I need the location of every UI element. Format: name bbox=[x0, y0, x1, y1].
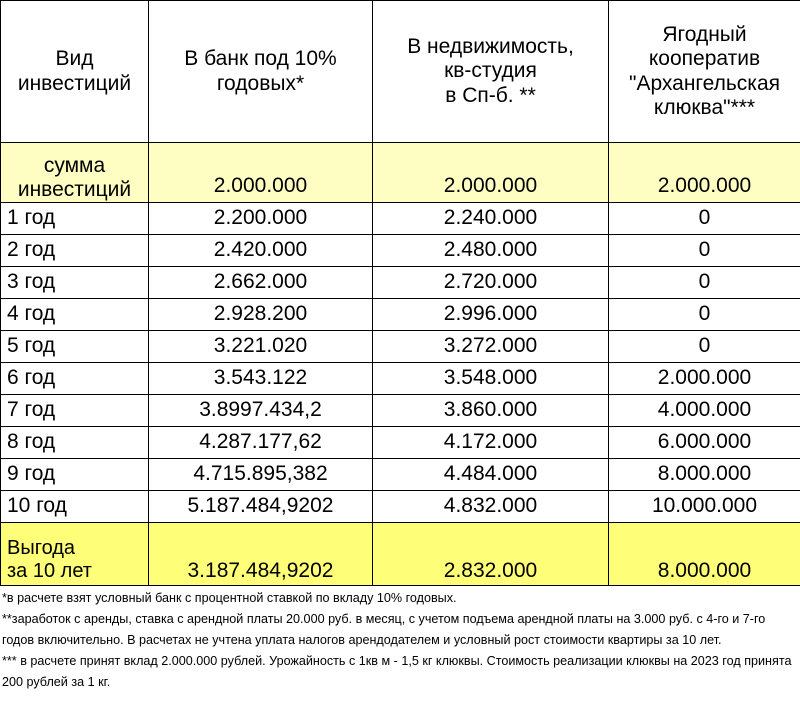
coop-value: 0 bbox=[609, 267, 800, 299]
bank-value: 3.221.020 bbox=[149, 331, 373, 363]
footnote-bank: *в расчете взят условный банк с процентной ставкой по вкладу 10% годовых. bbox=[2, 591, 457, 605]
realty-value: 3.548.000 bbox=[373, 363, 609, 395]
year-label: 7 год bbox=[1, 395, 149, 427]
coop-value: 8.000.000 bbox=[609, 459, 800, 491]
footnote-realty: **заработок с аренды, ставка с арендной платы 20.000 руб. в месяц, с учетом подъема арендной платы на 3.000 руб. с 4-го и 7-го годов включительно. В расчетах не учтена уплата налогов арендодателем и условный рост стоимости квартиры за 10 лет. bbox=[2, 612, 766, 647]
coop-value: 0 bbox=[609, 299, 800, 331]
realty-value: 4.484.000 bbox=[373, 459, 609, 491]
realty-value: 2.480.000 bbox=[373, 235, 609, 267]
header-bank: В банк под 10% годовых* bbox=[149, 1, 373, 143]
gain-coop: 8.000.000 bbox=[609, 523, 800, 586]
table-row bbox=[1, 395, 800, 427]
header-realty-line3: в Сп-б. ** bbox=[445, 83, 536, 107]
coop-value: 4.000.000 bbox=[609, 395, 800, 427]
bank-value: 5.187.484,9202 bbox=[149, 491, 373, 523]
gain-label-line1: Выгода bbox=[7, 537, 76, 559]
coop-value: 2.000.000 bbox=[609, 363, 800, 395]
footnotes bbox=[0, 588, 800, 693]
gain-realty: 2.832.000 bbox=[373, 523, 609, 586]
realty-value: 2.240.000 bbox=[373, 203, 609, 235]
sum-coop: 2.000.000 bbox=[609, 143, 800, 203]
coop-value: 0 bbox=[609, 235, 800, 267]
bank-value: 4.287.177,62 bbox=[149, 427, 373, 459]
header-realty-line1: В недвижимость, bbox=[407, 35, 574, 59]
sum-label-line1: сумма bbox=[43, 153, 106, 177]
bank-value: 2.420.000 bbox=[149, 235, 373, 267]
gain-label bbox=[1, 523, 149, 586]
table-row bbox=[1, 427, 800, 459]
year-label: 2 год bbox=[1, 235, 149, 267]
year-label: 1 год bbox=[1, 203, 149, 235]
year-label: 5 год bbox=[1, 331, 149, 363]
year-label: 8 год bbox=[1, 427, 149, 459]
realty-value: 2.996.000 bbox=[373, 299, 609, 331]
bank-value: 4.715.895,382 bbox=[149, 459, 373, 491]
table-row bbox=[1, 459, 800, 491]
table-header-row bbox=[1, 1, 800, 143]
realty-value: 3.272.000 bbox=[373, 331, 609, 363]
sum-bank: 2.000.000 bbox=[149, 143, 373, 203]
table-row bbox=[1, 267, 800, 299]
year-label: 10 год bbox=[1, 491, 149, 523]
header-coop: Ягодный кооператив "Архангельская клюква"*** bbox=[609, 1, 800, 143]
bank-value: 2.928.200 bbox=[149, 299, 373, 331]
bank-value: 2.662.000 bbox=[149, 267, 373, 299]
year-label: 6 год bbox=[1, 363, 149, 395]
footnote-coop: *** в расчете принят вклад 2.000.000 рублей. Урожайность с 1кв м - 1,5 кг клюквы. Стоимость реализации клюквы на 2023 год принята 200 рублей за 1 кг. bbox=[2, 654, 792, 689]
realty-value: 3.860.000 bbox=[373, 395, 609, 427]
coop-value: 0 bbox=[609, 203, 800, 235]
realty-value: 4.172.000 bbox=[373, 427, 609, 459]
coop-value: 0 bbox=[609, 331, 800, 363]
gain-row bbox=[1, 523, 800, 586]
table-row bbox=[1, 491, 800, 523]
year-label: 3 год bbox=[1, 267, 149, 299]
table-row bbox=[1, 363, 800, 395]
bank-value: 2.200.000 bbox=[149, 203, 373, 235]
sum-label bbox=[1, 143, 149, 203]
gain-bank: 3.187.484,9202 bbox=[149, 523, 373, 586]
coop-value: 6.000.000 bbox=[609, 427, 800, 459]
realty-value: 2.720.000 bbox=[373, 267, 609, 299]
header-realty bbox=[373, 1, 609, 143]
sum-label-line2: инвестиций bbox=[17, 177, 132, 201]
table-row bbox=[1, 235, 800, 267]
header-realty-line2: кв-студия bbox=[444, 59, 537, 83]
gain-label-line2: за 10 лет bbox=[7, 560, 92, 582]
investment-sum-row bbox=[1, 143, 800, 203]
coop-value: 10.000.000 bbox=[609, 491, 800, 523]
bank-value: 3.8997.434,2 bbox=[149, 395, 373, 427]
year-label: 4 год bbox=[1, 299, 149, 331]
table-row bbox=[1, 331, 800, 363]
bank-value: 3.543.122 bbox=[149, 363, 373, 395]
header-investment-type: Вид инвестиций bbox=[1, 1, 149, 143]
table-row bbox=[1, 203, 800, 235]
year-label: 9 год bbox=[1, 459, 149, 491]
realty-value: 4.832.000 bbox=[373, 491, 609, 523]
sum-realty: 2.000.000 bbox=[373, 143, 609, 203]
table-row bbox=[1, 299, 800, 331]
